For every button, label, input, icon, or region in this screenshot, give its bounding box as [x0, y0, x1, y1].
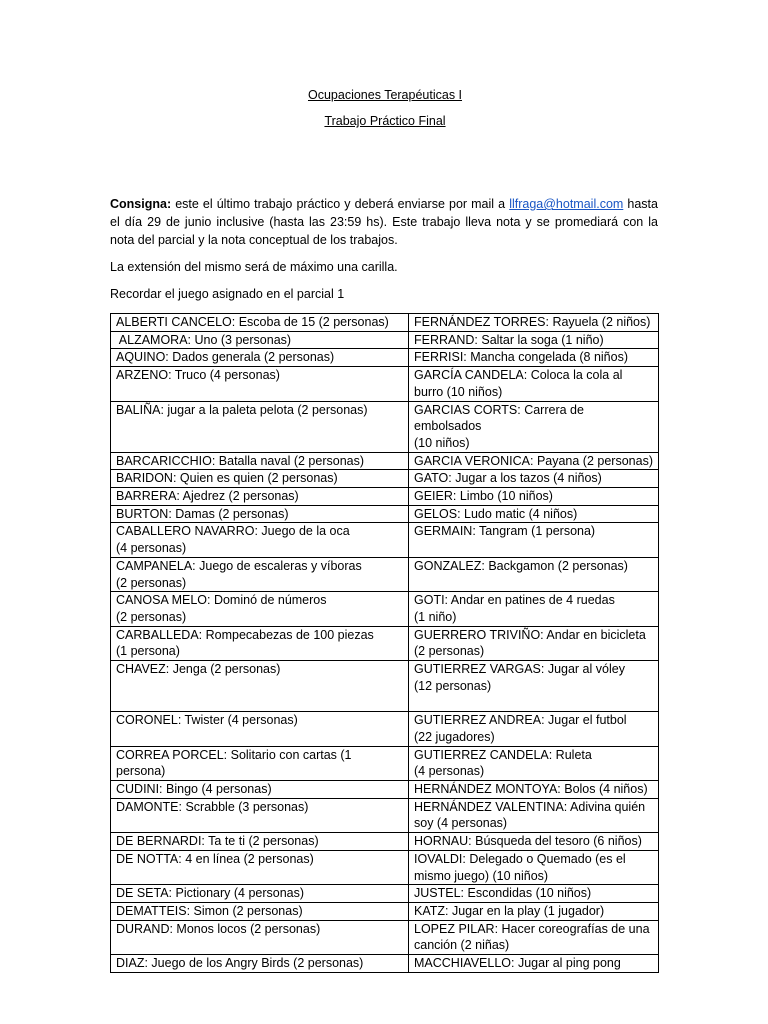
- table-row: [111, 401, 659, 452]
- table-cell-left: [111, 850, 409, 884]
- table-row: [111, 505, 659, 523]
- cell-text-line: DE NOTTA: 4 en línea (2 personas): [116, 851, 314, 866]
- cell-text-line: CORONEL: Twister (4 personas): [116, 713, 298, 728]
- table-cell-left: [111, 798, 409, 832]
- cell-text-line: DE SETA: Pictionary (4 personas): [116, 886, 305, 901]
- cell-text-line: CARBALLEDA: Rompecabezas de 100 piezas: [116, 627, 374, 642]
- table-cell-right: [409, 331, 659, 349]
- cell-text-line: FERRAND: Saltar la soga (1 niño): [414, 332, 604, 347]
- cell-text-line: (2 personas): [116, 575, 187, 590]
- table-row: [111, 626, 659, 660]
- cell-text-line: GUTIERREZ VARGAS: Jugar al vóley: [414, 662, 625, 677]
- cell-text-line: GELOS: Ludo matic (4 niños): [414, 506, 578, 521]
- cell-text-line: GERMAIN: Tangram (1 persona): [414, 524, 596, 539]
- cell-text-line: soy (4 personas): [414, 816, 508, 831]
- extension-paragraph: La extensión del mismo será de máximo una carilla.: [110, 260, 398, 274]
- cell-text-line: LOPEZ PILAR: Hacer coreografías de una: [414, 921, 650, 936]
- table-cell-left: [111, 314, 409, 332]
- table-row: [111, 955, 659, 973]
- table-cell-left: [111, 557, 409, 591]
- cell-text-line: CANOSA MELO: Dominó de números: [116, 593, 327, 608]
- table-row: [111, 452, 659, 470]
- table-cell-left: [111, 523, 409, 557]
- table-cell-right: [409, 367, 659, 401]
- table-cell-left: [111, 452, 409, 470]
- table-cell-left: [111, 661, 409, 712]
- cell-text-line: GARCIA VERONICA: Payana (2 personas): [414, 453, 653, 468]
- cell-text-line: BARRERA: Ajedrez (2 personas): [116, 489, 299, 504]
- table-cell-left: [111, 885, 409, 903]
- cell-text-line: DEMATTEIS: Simon (2 personas): [116, 903, 303, 918]
- table-row: [111, 712, 659, 746]
- table-cell-right: [409, 798, 659, 832]
- table-row: [111, 746, 659, 780]
- table-row: [111, 798, 659, 832]
- cell-text-line: AQUINO: Dados generala (2 personas): [116, 350, 335, 365]
- table-cell-right: [409, 557, 659, 591]
- table-cell-left: [111, 401, 409, 452]
- table-cell-right: [409, 452, 659, 470]
- cell-text-line: (10 niños): [414, 435, 470, 450]
- cell-text-line: (2 personas): [116, 609, 187, 624]
- cell-text-line: BARCARICCHIO: Batalla naval (2 personas): [116, 453, 365, 468]
- table-cell-left: [111, 331, 409, 349]
- cell-text-line: CAMPANELA: Juego de escaleras y víboras: [116, 558, 362, 573]
- table-cell-left: [111, 746, 409, 780]
- cell-text-line: CUDINI: Bingo (4 personas): [116, 781, 272, 796]
- table-cell-right: [409, 401, 659, 452]
- table-row: [111, 331, 659, 349]
- cell-text-line: DAMONTE: Scrabble (3 personas): [116, 799, 309, 814]
- cell-text-line: KATZ: Jugar en la play (1 jugador): [414, 903, 605, 918]
- cell-text-line: GARCIAS CORTS: Carrera de embolsados: [414, 402, 584, 434]
- table-row: [111, 523, 659, 557]
- cell-text-line: HORNAU: Búsqueda del tesoro (6 niños): [414, 834, 642, 849]
- table-cell-left: [111, 505, 409, 523]
- cell-text-line: (1 persona): [116, 644, 180, 659]
- cell-text-line: GOTI: Andar en patines de 4 ruedas: [414, 593, 615, 608]
- table-cell-right: [409, 955, 659, 973]
- table-cell-right: [409, 850, 659, 884]
- table-row: [111, 780, 659, 798]
- table-cell-left: [111, 902, 409, 920]
- cell-text-line: MACCHIAVELLO: Jugar al ping pong: [414, 956, 621, 971]
- table-cell-left: [111, 712, 409, 746]
- cell-text-line: (4 personas): [414, 764, 485, 779]
- recordar-paragraph: Recordar el juego asignado en el parcial 1: [110, 287, 345, 301]
- table-cell-left: [111, 367, 409, 401]
- cell-text-line: CHAVEZ: Jenga (2 personas): [116, 662, 281, 677]
- cell-text-line: (1 niño): [414, 609, 457, 624]
- cell-text-line: DURAND: Monos locos (2 personas): [116, 921, 321, 936]
- table-row: [111, 314, 659, 332]
- email-link[interactable]: llfraga@hotmail.com: [509, 197, 624, 211]
- table-cell-left: [111, 488, 409, 506]
- table-cell-left: [111, 470, 409, 488]
- table-cell-left: [111, 833, 409, 851]
- table-cell-right: [409, 661, 659, 712]
- cell-text-line: GONZALEZ: Backgamon (2 personas): [414, 558, 628, 573]
- games-table: [110, 313, 659, 973]
- table-row: [111, 920, 659, 954]
- cell-text-line: ALZAMORA: Uno (3 personas): [116, 332, 292, 347]
- document-title: Ocupaciones Terapéuticas I: [307, 88, 463, 102]
- table-cell-right: [409, 314, 659, 332]
- cell-text-line: BALIÑA: jugar a la paleta pelota (2 personas): [116, 402, 368, 417]
- cell-text-line: CABALLERO NAVARRO: Juego de la oca: [116, 524, 350, 539]
- table-row: [111, 833, 659, 851]
- table-cell-right: [409, 349, 659, 367]
- table-cell-right: [409, 833, 659, 851]
- table-row: [111, 592, 659, 626]
- cell-text-line: HERNÁNDEZ MONTOYA: Bolos (4 niños): [414, 781, 648, 796]
- table-cell-left: [111, 920, 409, 954]
- consigna-label: Consigna:: [110, 197, 172, 211]
- table-cell-right: [409, 470, 659, 488]
- table-cell-left: [111, 592, 409, 626]
- games-table-body: [111, 314, 659, 973]
- cell-text-line: canción (2 niñas): [414, 938, 510, 953]
- cell-text-line: GUTIERREZ CANDELA: Ruleta: [414, 747, 592, 762]
- cell-text-line: ALBERTI CANCELO: Escoba de 15 (2 personas): [116, 315, 389, 329]
- cell-text-line: GARCÍA CANDELA: Coloca la cola al: [414, 368, 623, 383]
- cell-text-line: (12 personas): [414, 678, 492, 693]
- table-cell-right: [409, 902, 659, 920]
- cell-text-line: GUERRERO TRIVIÑO: Andar en bicicleta: [414, 627, 646, 642]
- table-row: [111, 367, 659, 401]
- cell-text-line: ARZENO: Truco (4 personas): [116, 368, 280, 383]
- table-cell-left: [111, 626, 409, 660]
- cell-text-line: BURTON: Damas (2 personas): [116, 506, 289, 521]
- cell-text-line: FERRISI: Mancha congelada (8 niños): [414, 350, 628, 365]
- cell-text-line: GUTIERREZ ANDREA: Jugar el futbol: [414, 713, 627, 728]
- cell-text-line: [414, 694, 653, 711]
- cell-text-line: BARIDON: Quien es quien (2 personas): [116, 471, 338, 486]
- cell-text-line: (2 personas): [414, 644, 485, 659]
- table-row: [111, 902, 659, 920]
- table-cell-right: [409, 712, 659, 746]
- cell-text-line: HERNÁNDEZ VALENTINA: Adivina quién: [414, 799, 646, 814]
- table-cell-left: [111, 780, 409, 798]
- cell-text-line: DE BERNARDI: Ta te ti (2 personas): [116, 834, 319, 849]
- document-subtitle: Trabajo Práctico Final: [324, 114, 446, 128]
- table-cell-right: [409, 780, 659, 798]
- table-cell-right: [409, 746, 659, 780]
- table-row: [111, 470, 659, 488]
- cell-text-line: burro (10 niños): [414, 384, 503, 399]
- table-row: [111, 488, 659, 506]
- table-cell-right: [409, 885, 659, 903]
- table-cell-right: [409, 626, 659, 660]
- table-row: [111, 661, 659, 712]
- table-row: [111, 557, 659, 591]
- cell-text-line: GEIER: Limbo (10 niños): [414, 489, 553, 504]
- table-cell-left: [111, 955, 409, 973]
- table-cell-right: [409, 523, 659, 557]
- table-cell-right: [409, 592, 659, 626]
- cell-text-line: CORREA PORCEL: Solitario con cartas (1 persona): [116, 747, 352, 779]
- table-row: [111, 885, 659, 903]
- cell-text-line: (4 personas): [116, 541, 187, 556]
- table-row: [111, 349, 659, 367]
- table-cell-right: [409, 505, 659, 523]
- consigna-text-post: hasta el día 29 de junio inclusive (hasta las 23:59 hs). Este trabajo lleva nota y se promediará con la nota del parcial y la nota conceptual de los trabajos.: [110, 197, 658, 247]
- cell-text-line: FERNÁNDEZ TORRES: Rayuela (2 niños): [414, 315, 651, 329]
- cell-text-line: IOVALDI: Delegado o Quemado (es el: [414, 851, 626, 866]
- cell-text-line: DIAZ: Juego de los Angry Birds (2 personas): [116, 956, 364, 971]
- table-cell-left: [111, 349, 409, 367]
- table-cell-right: [409, 920, 659, 954]
- cell-text-line: mismo juego) (10 niños): [414, 868, 549, 883]
- table-cell-right: [409, 488, 659, 506]
- consigna-paragraph: [110, 195, 658, 249]
- consigna-text-pre: este el último trabajo práctico y deberá enviarse por mail a: [171, 197, 510, 211]
- cell-text-line: JUSTEL: Escondidas (10 niños): [414, 886, 592, 901]
- cell-text-line: GATO: Jugar a los tazos (4 niños): [414, 471, 602, 486]
- cell-text-line: (22 jugadores): [414, 729, 495, 744]
- table-row: [111, 850, 659, 884]
